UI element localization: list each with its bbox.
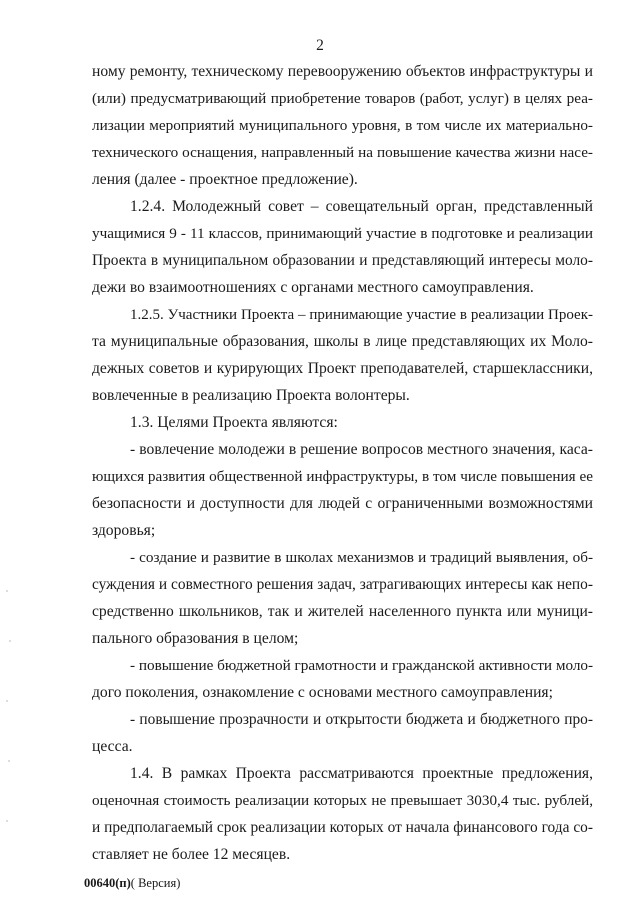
text-line: - повышение бюджетной грамотности и гражданской активности моло- [130,657,593,674]
text-line: оценочная стоимость реализации которых не превышает 3030,4 тыс. рублей, [92,792,593,809]
text-line: суждения и совместного решения задач, затрагивающих интересы как непо- [92,576,593,593]
text-line: цесса. [92,738,133,755]
text-line: средственно школьников, так и жителей населенного пункта или муници- [92,603,593,620]
text-line: вовлеченные в реализацию Проекта волонтеры. [92,387,410,404]
text-line: та муниципальные образования, школы в лице представляющих их Моло- [92,333,593,350]
text-line: (или) предусматривающий приобретение товаров (работ, услуг) в целях реа- [92,90,593,107]
text-line: и предполагаемый срок реализации которых от начала финансового года со- [92,819,593,836]
text-line: дежи во взаимоотношениях с органами местного самоуправления. [92,279,534,296]
text-line: лизации мероприятий муниципального уровня, в том числе их материально- [92,117,593,134]
text-line: учащимися 9 - 11 классов, принимающий участие в подготовке и реализации [92,225,593,242]
text-line: 1.2.5. Участники Проекта – принимающие участие в реализации Проек- [130,307,593,323]
text-line: 1.2.4. Молодежный совет – совещательный орган, представленный [130,198,593,215]
text-line: 1.3. Целями Проекта являются: [130,414,338,431]
text-line: безопасности и доступности для людей с ограниченными возможностями [92,495,593,512]
text-line: ному ремонту, техническому перевооружению объектов инфраструктуры и [92,63,593,80]
text-line: дого поколения, ознакомление с основами местного самоуправления; [92,684,553,701]
text-line: дежных советов и курирующих Проект преподавателей, старшеклассники, [92,360,593,377]
document-code: 00640(п) [84,876,131,890]
text-line: ставляет не более 12 месяцев. [92,846,291,863]
text-line: - повышение прозрачности и открытости бюджета и бюджетного про- [130,711,593,728]
text-line: пального образования в целом; [92,630,299,647]
text-line: - вовлечение молодежи в решение вопросов местного значения, каса- [130,441,593,458]
text-line: ющихся развития общественной инфраструктуры, в том числе повышения ее [92,468,593,485]
text-line: здоровья; [92,522,156,539]
text-line: ления (далее - проектное предложение). [92,171,358,188]
document-version-label: ( Версия) [130,876,181,890]
text-line: технического оснащения, направленный на повышение качества жизни насе- [92,144,593,161]
text-line: - создание и развитие в школах механизмов и традиций выявления, об- [130,549,593,566]
text-line: 1.4. В рамках Проекта рассматриваются проектные предложения, [130,765,593,782]
document-footer [84,874,180,892]
text-line: Проекта в муниципальном образовании и представляющий интересы моло- [92,252,593,269]
page-number: 2 [316,37,324,54]
